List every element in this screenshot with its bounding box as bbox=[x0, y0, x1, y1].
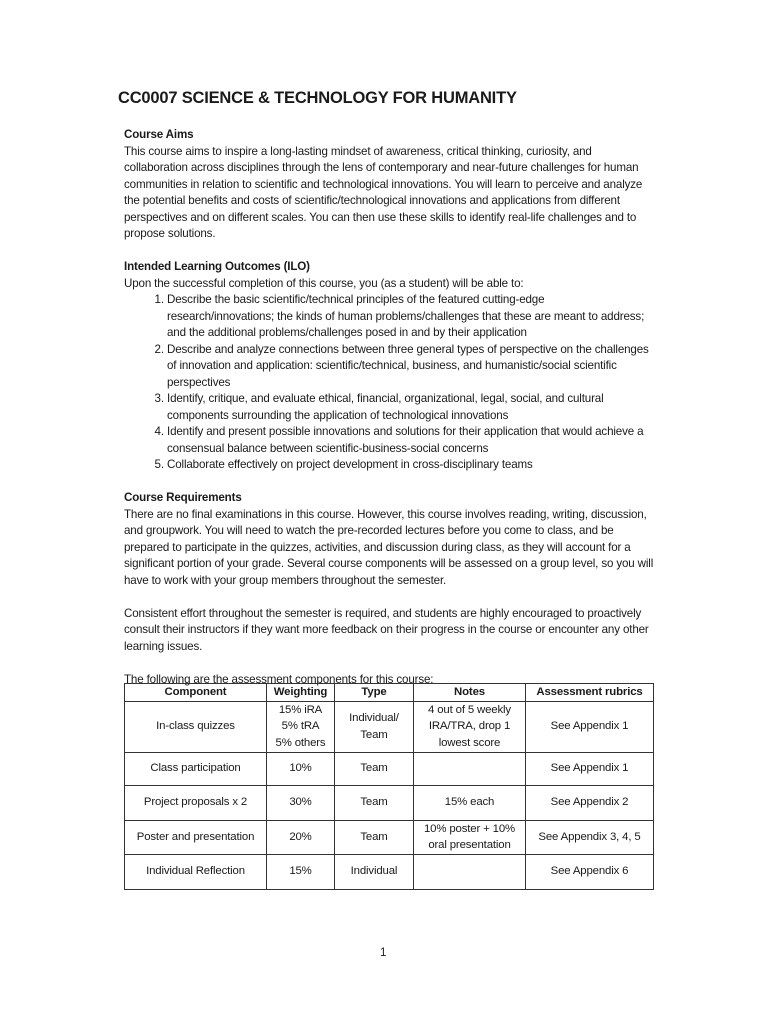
ilo-item: 1. Describe the basic scientific/technical principles of the featured cutting-edge research/innovations; the kinds of human problems/challenges that these are meant to address; and the additional problems/challenges posed in and by their application bbox=[167, 292, 654, 342]
ilo-item: 3. Identify, critique, and evaluate ethical, financial, organizational, legal, social, and cultural components surrounding the application of technological innovations bbox=[167, 391, 654, 424]
cell-type: Team bbox=[335, 785, 414, 820]
cell-weighting bbox=[267, 701, 335, 752]
assessment-table bbox=[124, 683, 654, 890]
ilo-item: 2. Describe and analyze connections between three general types of perspective on the challenges of innovation and application: scientific/technical, business, and humanistic/social scientific perspectives bbox=[167, 342, 654, 392]
cell-notes bbox=[414, 752, 526, 785]
requirements-section bbox=[124, 490, 654, 688]
type-line: Individual/ bbox=[349, 712, 399, 724]
page-title: CC0007 SCIENCE & TECHNOLOGY FOR HUMANITY bbox=[118, 89, 517, 107]
cell-rubric: See Appendix 1 bbox=[526, 752, 654, 785]
cell-type: Individual bbox=[335, 854, 414, 889]
course-aims-heading: Course Aims bbox=[124, 128, 194, 141]
notes-line: oral presentation bbox=[428, 839, 511, 851]
cell-weighting: 10% bbox=[267, 752, 335, 785]
cell-type: Team bbox=[335, 752, 414, 785]
ilo-intro: Upon the successful completion of this course, you (as a student) will be able to: bbox=[124, 276, 524, 290]
cell-type bbox=[335, 701, 414, 752]
header-weighting: Weighting bbox=[267, 684, 335, 702]
cell-rubric: See Appendix 3, 4, 5 bbox=[526, 820, 654, 854]
requirements-paragraph-1: There are no final examinations in this course. However, this course involves reading, writing, discussion, and groupwork. You will need to watch the pre-recorded lectures before you come to class, and be prepared to participate in the quizzes, activities, and discussion during class, as they will account for a significant portion of your grade. Several course components will be assessed on a group level, so you will have to work with your group members throughout the semester. bbox=[124, 507, 654, 587]
table-row bbox=[125, 785, 654, 820]
cell-component: In-class quizzes bbox=[125, 701, 267, 752]
ilo-section bbox=[124, 259, 654, 474]
requirements-heading: Course Requirements bbox=[124, 491, 242, 504]
cell-component: Project proposals x 2 bbox=[125, 785, 267, 820]
type-line: Team bbox=[360, 728, 388, 741]
table-row bbox=[125, 854, 654, 889]
table-row bbox=[125, 820, 654, 854]
page-number: 1 bbox=[380, 947, 387, 959]
course-aims-section bbox=[124, 127, 654, 243]
weighting-line: 15% iRA bbox=[278, 703, 323, 716]
weighting-line: 5% tRA bbox=[281, 720, 320, 733]
header-notes: Notes bbox=[414, 684, 526, 702]
notes-line: lowest score bbox=[438, 736, 501, 749]
cell-notes bbox=[414, 701, 526, 752]
table-intro: The following are the assessment components for this course: bbox=[124, 672, 434, 686]
cell-weighting: 20% bbox=[267, 820, 335, 854]
header-rubrics: Assessment rubrics bbox=[526, 684, 654, 702]
header-type: Type bbox=[335, 684, 414, 702]
notes-line: 10% poster + 10% bbox=[424, 822, 515, 835]
cell-notes: 15% each bbox=[414, 785, 526, 820]
cell-notes bbox=[414, 854, 526, 889]
notes-line: IRA/TRA, drop 1 bbox=[428, 720, 511, 733]
cell-notes bbox=[414, 820, 526, 854]
course-aims-text: This course aims to inspire a long-lasting mindset of awareness, critical thinking, curiosity, and collaboration across disciplines through the lens of contemporary and near-future challenges for human communities in relation to scientific and technological innovations. You will learn to perceive and analyze the potential benefits and costs of scientific/technological innovations and applications from different perspectives and on different scales. You can then use these skills to identify real-life challenges and to propose solutions. bbox=[124, 144, 643, 240]
notes-line: 4 out of 5 weekly bbox=[428, 703, 511, 716]
cell-rubric: See Appendix 2 bbox=[526, 785, 654, 820]
cell-rubric: See Appendix 6 bbox=[526, 854, 654, 889]
cell-weighting: 30% bbox=[267, 785, 335, 820]
ilo-item: 4. Identify and present possible innovations and solutions for their application that would achieve a consensual balance between scientific-business-social concerns bbox=[167, 424, 654, 457]
table-row bbox=[125, 752, 654, 785]
cell-component: Class participation bbox=[125, 752, 267, 785]
header-component: Component bbox=[125, 684, 267, 702]
weighting-line: 5% others bbox=[275, 736, 326, 749]
ilo-heading: Intended Learning Outcomes (ILO) bbox=[124, 260, 310, 273]
document-body bbox=[124, 127, 654, 688]
ilo-list bbox=[124, 292, 654, 474]
cell-component: Individual Reflection bbox=[125, 854, 267, 889]
cell-weighting: 15% bbox=[267, 854, 335, 889]
ilo-item: 5. Collaborate effectively on project development in cross-disciplinary teams bbox=[167, 457, 654, 474]
table-header-row bbox=[125, 684, 654, 702]
table-row bbox=[125, 701, 654, 752]
cell-component: Poster and presentation bbox=[125, 820, 267, 854]
requirements-paragraph-2: Consistent effort throughout the semester is required, and students are highly encouraged to proactively consult their instructors if they want more feedback on their progress in the course or encounter any other learning issues. bbox=[124, 606, 649, 653]
cell-type: Team bbox=[335, 820, 414, 854]
cell-rubric: See Appendix 1 bbox=[526, 701, 654, 752]
